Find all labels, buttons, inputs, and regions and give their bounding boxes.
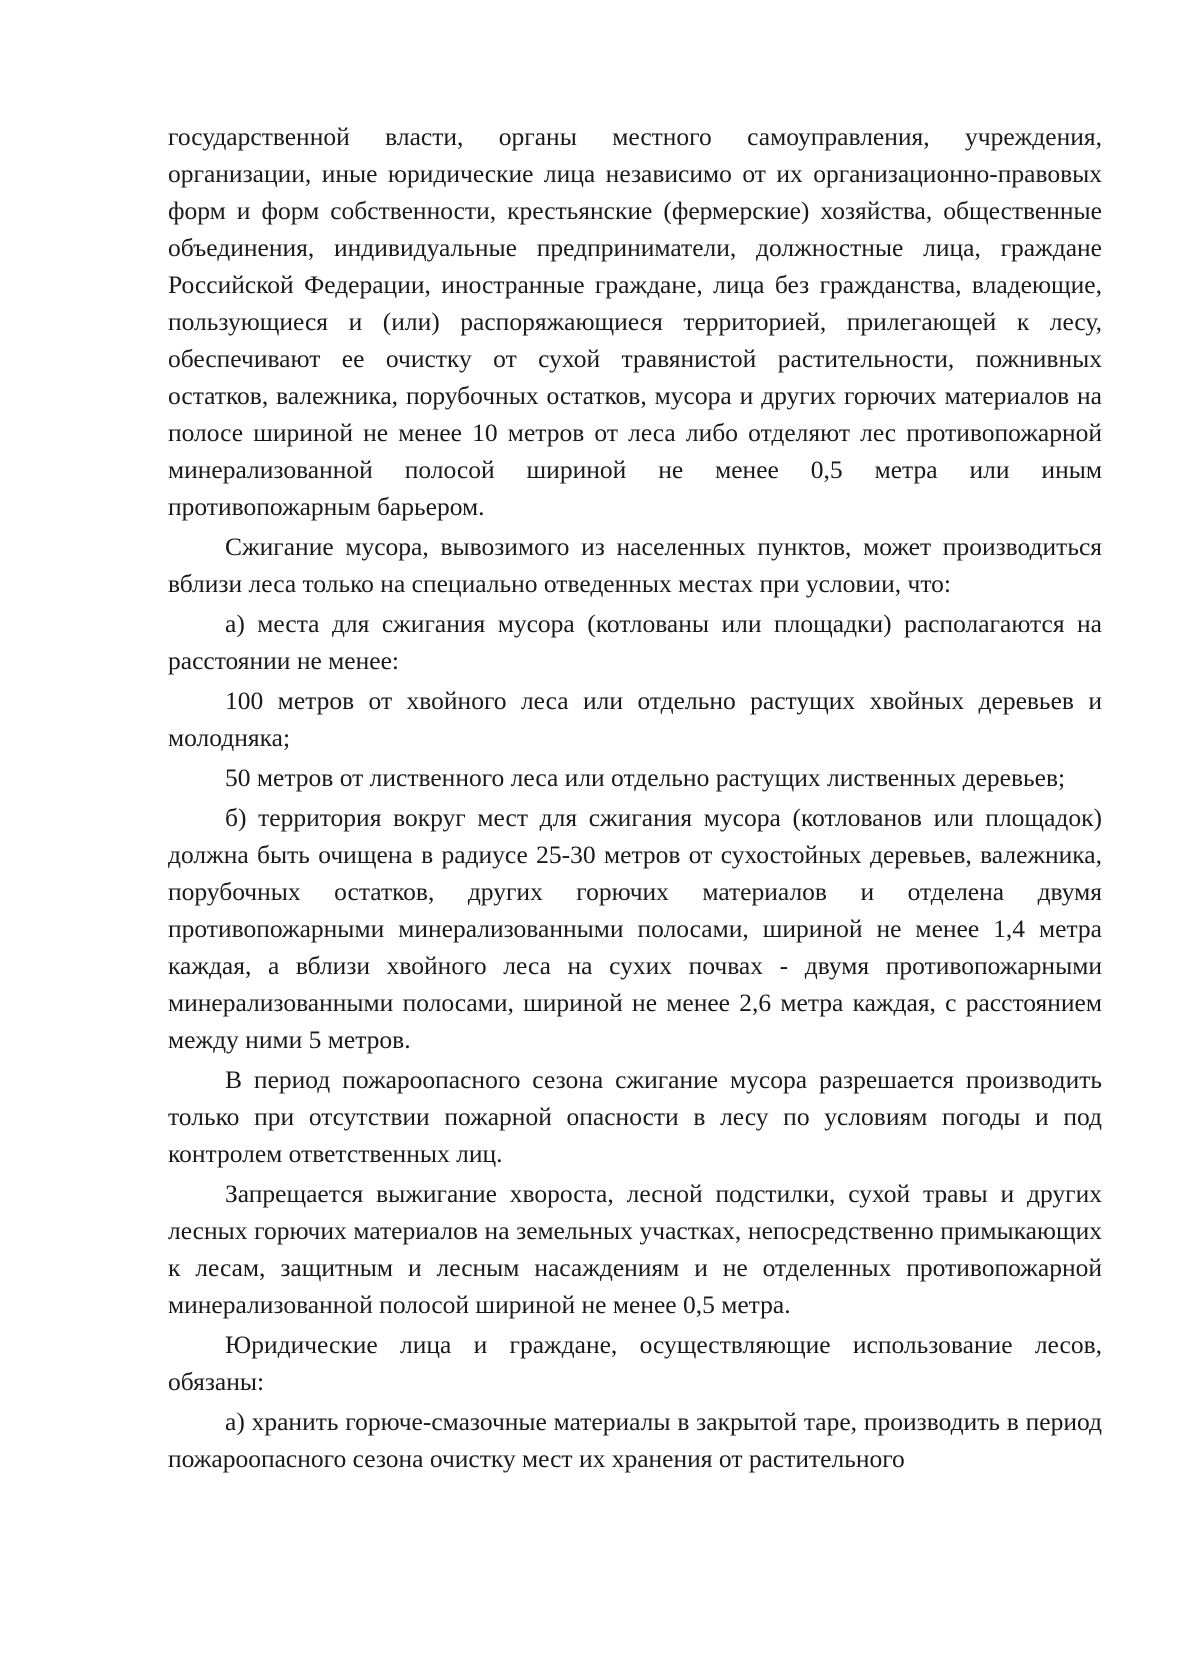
paragraph-burning-prohibition: Запрещается выжигание хвороста, лесной подстилки, сухой травы и других лесных горючих материалов на земельных участках, непосредственно примыкающих к лесам, защитным и лесным насаждениям и не отделенных противопожарной минерализованной полосой шириной не менее 0,5 метра. <box>168 1179 1102 1319</box>
paragraph-forest-users-obligations: Юридические лица и граждане, осуществляющие использование лесов, обязаны: <box>168 1330 1102 1396</box>
paragraph-fire-season-burning: В период пожароопасного сезона сжигание мусора разрешается производить только при отсутствии пожарной опасности в лесу по условиям погоды и под контролем ответственных лиц. <box>168 1065 1102 1168</box>
paragraph-waste-burning-conditions: Сжигание мусора, вывозимого из населенных пунктов, может производиться вблизи леса только на специально отведенных местах при условии, что: <box>168 532 1102 598</box>
paragraph-deciduous-distance: 50 метров от лиственного леса или отдельно растущих лиственных деревьев; <box>225 763 1066 792</box>
paragraph-clearing-radius: б) территория вокруг мест для сжигания мусора (котлованов или площадок) должна быть очищена в радиусе 25-30 метров от сухостойных деревьев, валежника, порубочных остатков, других горючих материалов и отделена двумя противопожарными минерализованными полосами, шириной не менее 1,4 метра каждая, а вблизи хвойного леса на сухих почвах - двумя противопожарными минерализованными полосами, шириной не менее 2,6 метра каждая, с расстоянием между ними 5 метров. <box>168 803 1102 1054</box>
document-body <box>168 118 1102 1477</box>
paragraph-coniferous-distance: 100 метров от хвойного леса или отдельно растущих хвойных деревьев и молодняка; <box>168 686 1102 752</box>
paragraph-landowner-obligations: государственной власти, органы местного самоуправления, учреждения, организации, иные юридические лица независимо от их организационно-правовых форм и форм собственности, крестьянские (фермерские) хозяйства, общественные объединения, индивидуальные предприниматели, должностные лица, граждане Российской Федерации, иностранные граждане, лица без гражданства, владеющие, пользующиеся и (или) распоряжающиеся территорией, прилегающей к лесу, обеспечивают ее очистку от сухой травянистой растительности, пожнивных остатков, валежника, порубочных остатков, мусора и других горючих материалов на полосе шириной не менее 10 метров от леса либо отделяют лес противопожарной минерализованной полосой шириной не менее 0,5 метра или иным противопожарным барьером. <box>168 122 1102 521</box>
paragraph-fuel-storage: а) хранить горюче-смазочные материалы в закрытой таре, производить в период пожароопасного сезона очистку мест их хранения от растительного <box>168 1407 1102 1473</box>
paragraph-burning-site-distance: а) места для сжигания мусора (котлованы или площадки) располагаются на расстоянии не менее: <box>168 609 1102 675</box>
